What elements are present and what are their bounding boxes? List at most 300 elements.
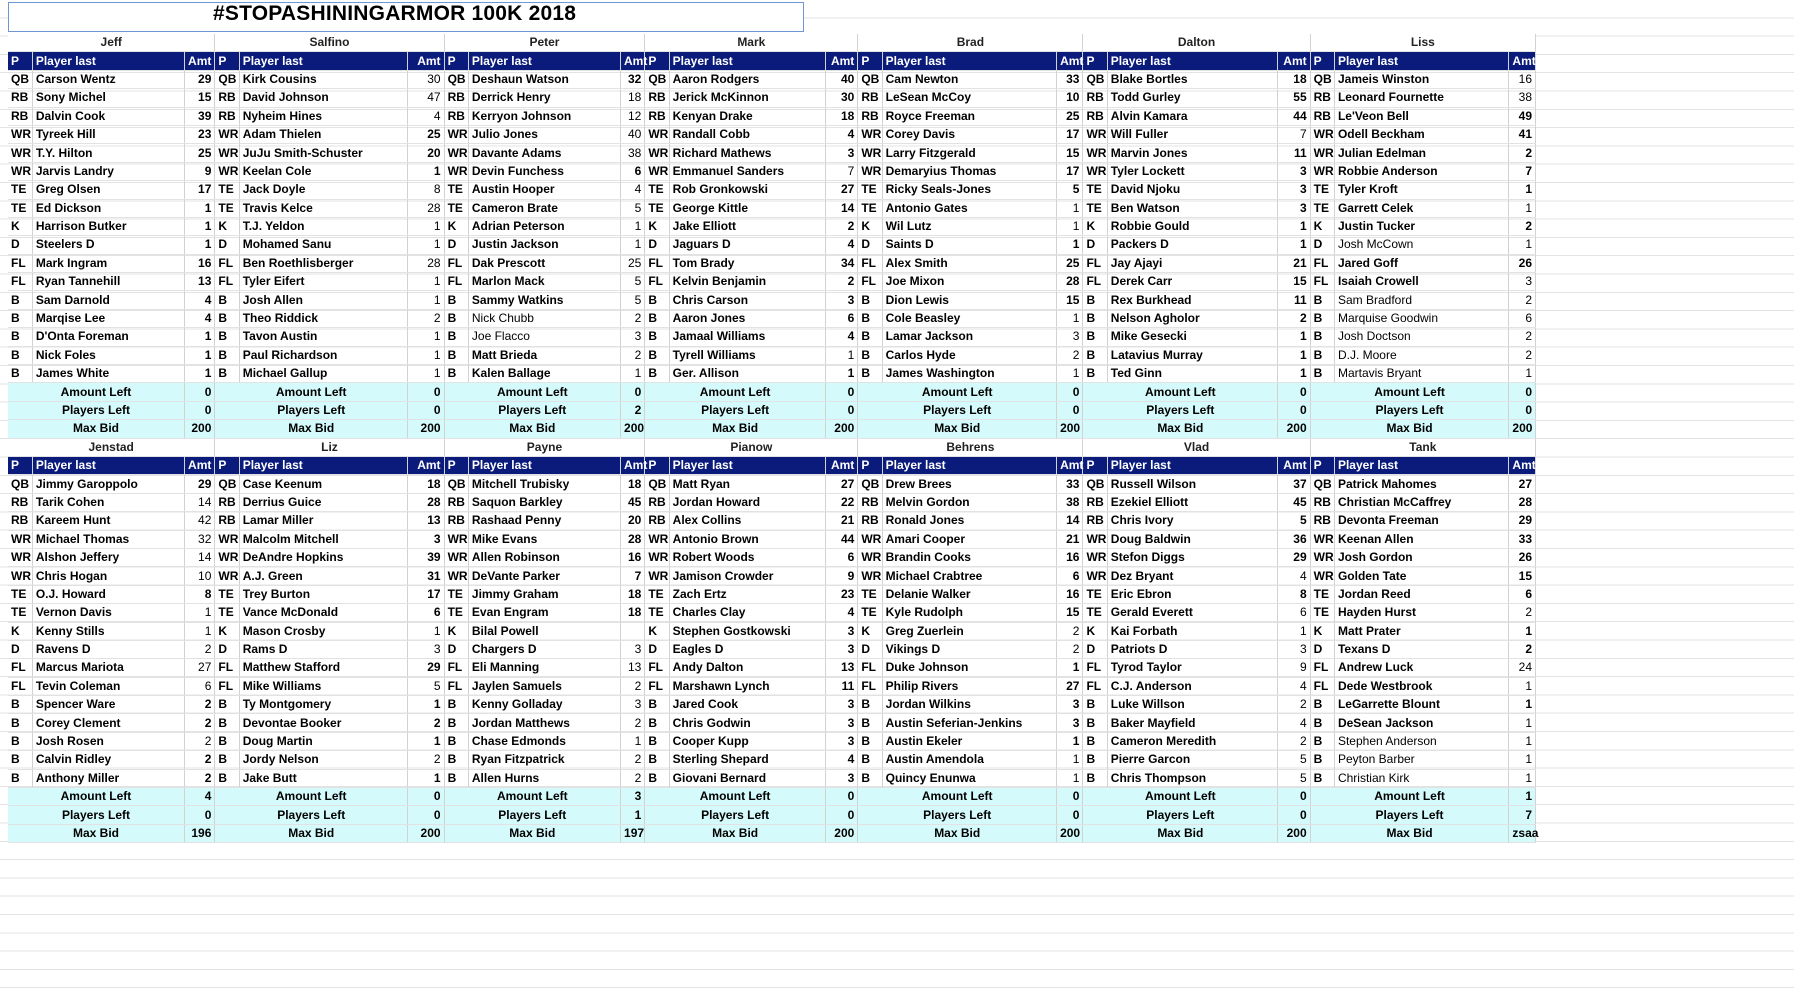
max-bid-value[interactable]: 197	[621, 824, 645, 842]
amount-cell[interactable]: 30	[408, 70, 445, 88]
position-cell[interactable]: B	[645, 732, 669, 750]
amount-cell[interactable]: 1	[408, 291, 445, 309]
amount-cell[interactable]: 29	[1278, 548, 1310, 566]
position-cell[interactable]: TE	[645, 181, 669, 199]
amount-cell[interactable]: 32	[621, 70, 645, 88]
position-cell[interactable]: RB	[8, 107, 32, 125]
position-cell[interactable]: B	[444, 714, 468, 732]
position-cell[interactable]: FL	[1083, 659, 1107, 677]
player-name-cell[interactable]: Keenan Allen	[1334, 530, 1508, 548]
position-cell[interactable]: WR	[645, 125, 669, 143]
player-name-cell[interactable]: Davante Adams	[468, 144, 620, 162]
amount-cell[interactable]: 1	[1057, 217, 1083, 235]
amount-cell[interactable]: 21	[825, 512, 857, 530]
player-name-cell[interactable]: Devonta Freeman	[1334, 512, 1508, 530]
player-name-cell[interactable]: Dak Prescott	[468, 254, 620, 272]
amount-cell[interactable]: 28	[1057, 273, 1083, 291]
player-name-cell[interactable]: Calvin Ridley	[32, 751, 184, 769]
player-name-cell[interactable]: Paul Richardson	[239, 346, 407, 364]
amount-left-value[interactable]: 0	[1057, 383, 1083, 401]
amount-cell[interactable]: 21	[1278, 254, 1310, 272]
position-cell[interactable]: WR	[1310, 144, 1334, 162]
amount-cell[interactable]: 2	[1057, 346, 1083, 364]
position-cell[interactable]: FL	[645, 677, 669, 695]
position-cell[interactable]: FL	[858, 677, 882, 695]
amount-cell[interactable]: 6	[1509, 309, 1536, 327]
amount-cell[interactable]: 14	[1057, 512, 1083, 530]
player-name-cell[interactable]: Kai Forbath	[1107, 622, 1277, 640]
amount-cell[interactable]: 47	[408, 89, 445, 107]
amount-cell[interactable]: 28	[621, 530, 645, 548]
amount-cell[interactable]: 1	[1278, 346, 1310, 364]
position-cell[interactable]: WR	[645, 162, 669, 180]
amount-cell[interactable]: 6	[825, 548, 857, 566]
position-cell[interactable]: TE	[1083, 181, 1107, 199]
amount-cell[interactable]: 16	[621, 548, 645, 566]
player-name-cell[interactable]: Brandin Cooks	[882, 548, 1056, 566]
player-name-cell[interactable]: Joe Flacco	[468, 328, 620, 346]
player-name-cell[interactable]: Devontae Booker	[239, 714, 407, 732]
amount-cell[interactable]: 25	[408, 125, 445, 143]
amount-cell[interactable]: 8	[184, 585, 214, 603]
team-owner-name[interactable]: Brad	[858, 34, 1083, 52]
player-name-cell[interactable]: Peyton Barber	[1334, 751, 1508, 769]
max-bid-value[interactable]: 200	[1057, 824, 1083, 842]
amount-cell[interactable]: 16	[1509, 70, 1536, 88]
header-player[interactable]: Player last	[32, 52, 184, 70]
amount-cell[interactable]: 1	[825, 365, 857, 383]
amount-cell[interactable]: 1	[184, 328, 214, 346]
players-left-label[interactable]: Players Left	[8, 806, 184, 824]
player-name-cell[interactable]: David Njoku	[1107, 181, 1277, 199]
header-position[interactable]: P	[215, 52, 239, 70]
position-cell[interactable]: RB	[215, 512, 239, 530]
position-cell[interactable]: RB	[858, 107, 882, 125]
position-cell[interactable]: RB	[1310, 512, 1334, 530]
header-position[interactable]: P	[645, 52, 669, 70]
amount-cell[interactable]: 38	[621, 144, 645, 162]
player-name-cell[interactable]: Golden Tate	[1334, 567, 1508, 585]
player-name-cell[interactable]: Kirk Cousins	[239, 70, 407, 88]
header-position[interactable]: P	[8, 52, 32, 70]
player-name-cell[interactable]: Josh Rosen	[32, 732, 184, 750]
amount-cell[interactable]: 2	[621, 751, 645, 769]
position-cell[interactable]: WR	[858, 144, 882, 162]
position-cell[interactable]: WR	[8, 567, 32, 585]
header-player[interactable]: Player last	[1107, 456, 1277, 474]
player-name-cell[interactable]: Pierre Garcon	[1107, 751, 1277, 769]
max-bid-value[interactable]: zsaa	[1509, 824, 1536, 842]
amount-cell[interactable]: 44	[1278, 107, 1310, 125]
player-name-cell[interactable]: Rob Gronkowski	[669, 181, 825, 199]
position-cell[interactable]: RB	[215, 107, 239, 125]
position-cell[interactable]: B	[645, 751, 669, 769]
player-name-cell[interactable]: Chris Hogan	[32, 567, 184, 585]
position-cell[interactable]: RB	[215, 89, 239, 107]
player-name-cell[interactable]: Le'Veon Bell	[1334, 107, 1508, 125]
amount-cell[interactable]: 1	[408, 696, 445, 714]
player-name-cell[interactable]: Sammy Watkins	[468, 291, 620, 309]
amount-left-label[interactable]: Amount Left	[1310, 383, 1509, 401]
amount-cell[interactable]: 2	[1509, 640, 1536, 658]
amount-cell[interactable]: 4	[184, 291, 214, 309]
amount-cell[interactable]: 3	[825, 640, 857, 658]
player-name-cell[interactable]: Demaryius Thomas	[882, 162, 1056, 180]
player-name-cell[interactable]: Zach Ertz	[669, 585, 825, 603]
position-cell[interactable]: K	[1310, 622, 1334, 640]
header-amount[interactable]: Amt	[825, 456, 857, 474]
position-cell[interactable]: WR	[8, 144, 32, 162]
player-name-cell[interactable]: Austin Amendola	[882, 751, 1056, 769]
amount-cell[interactable]: 1	[1278, 365, 1310, 383]
player-name-cell[interactable]: Dalvin Cook	[32, 107, 184, 125]
position-cell[interactable]: TE	[8, 604, 32, 622]
position-cell[interactable]: K	[444, 622, 468, 640]
amount-cell[interactable]: 1	[408, 365, 445, 383]
amount-cell[interactable]: 27	[1509, 475, 1536, 493]
amount-cell[interactable]: 1	[1509, 714, 1536, 732]
player-name-cell[interactable]: Jamison Crowder	[669, 567, 825, 585]
amount-cell[interactable]: 41	[1509, 125, 1536, 143]
player-name-cell[interactable]: Kelvin Benjamin	[669, 273, 825, 291]
player-name-cell[interactable]: Baker Mayfield	[1107, 714, 1277, 732]
player-name-cell[interactable]: Robbie Anderson	[1334, 162, 1508, 180]
amount-cell[interactable]: 2	[621, 309, 645, 327]
amount-left-value[interactable]: 0	[1509, 383, 1536, 401]
player-name-cell[interactable]: Marqise Lee	[32, 309, 184, 327]
position-cell[interactable]: WR	[645, 567, 669, 585]
player-name-cell[interactable]: Will Fuller	[1107, 125, 1277, 143]
position-cell[interactable]: B	[215, 769, 239, 787]
amount-cell[interactable]: 4	[825, 125, 857, 143]
player-name-cell[interactable]: Jordan Howard	[669, 493, 825, 511]
players-left-label[interactable]: Players Left	[645, 401, 826, 419]
position-cell[interactable]: WR	[858, 530, 882, 548]
amount-cell[interactable]: 9	[825, 567, 857, 585]
amount-cell[interactable]: 1	[1057, 732, 1083, 750]
position-cell[interactable]: B	[1083, 365, 1107, 383]
position-cell[interactable]: D	[1083, 640, 1107, 658]
header-amount[interactable]: Amt	[1057, 52, 1083, 70]
position-cell[interactable]: B	[1083, 769, 1107, 787]
player-name-cell[interactable]: Alshon Jeffery	[32, 548, 184, 566]
players-left-value[interactable]: 0	[825, 401, 857, 419]
position-cell[interactable]: TE	[444, 181, 468, 199]
position-cell[interactable]: TE	[858, 199, 882, 217]
amount-cell[interactable]: 20	[408, 144, 445, 162]
player-name-cell[interactable]: Bilal Powell	[468, 622, 620, 640]
amount-cell[interactable]: 23	[184, 125, 214, 143]
player-name-cell[interactable]: Patrick Mahomes	[1334, 475, 1508, 493]
amount-cell[interactable]: 15	[184, 89, 214, 107]
player-name-cell[interactable]: Nick Chubb	[468, 309, 620, 327]
player-name-cell[interactable]: Kenyan Drake	[669, 107, 825, 125]
position-cell[interactable]: QB	[444, 475, 468, 493]
position-cell[interactable]: B	[444, 346, 468, 364]
position-cell[interactable]: B	[1310, 696, 1334, 714]
position-cell[interactable]: WR	[1083, 162, 1107, 180]
player-name-cell[interactable]: Justin Jackson	[468, 236, 620, 254]
amount-cell[interactable]: 36	[1278, 530, 1310, 548]
player-name-cell[interactable]: Delanie Walker	[882, 585, 1056, 603]
amount-cell[interactable]: 23	[825, 585, 857, 603]
player-name-cell[interactable]: Christian McCaffrey	[1334, 493, 1508, 511]
player-name-cell[interactable]: Ezekiel Elliott	[1107, 493, 1277, 511]
amount-cell[interactable]: 31	[408, 567, 445, 585]
player-name-cell[interactable]: Ravens D	[32, 640, 184, 658]
amount-cell[interactable]: 1	[408, 328, 445, 346]
amount-cell[interactable]: 3	[408, 640, 445, 658]
amount-cell[interactable]: 39	[408, 548, 445, 566]
amount-cell[interactable]: 5	[1278, 769, 1310, 787]
player-name-cell[interactable]: Martavis Bryant	[1334, 365, 1508, 383]
amount-cell[interactable]: 1	[184, 236, 214, 254]
amount-cell[interactable]: 38	[1057, 493, 1083, 511]
player-name-cell[interactable]: Dion Lewis	[882, 291, 1056, 309]
amount-left-value[interactable]: 3	[621, 788, 645, 806]
header-position[interactable]: P	[858, 456, 882, 474]
position-cell[interactable]: B	[215, 365, 239, 383]
team-owner-name[interactable]: Behrens	[858, 438, 1083, 456]
team-owner-name[interactable]: Dalton	[1083, 34, 1310, 52]
amount-cell[interactable]: 5	[408, 677, 445, 695]
amount-cell[interactable]: 2	[1057, 622, 1083, 640]
header-player[interactable]: Player last	[669, 456, 825, 474]
team-owner-name[interactable]: Tank	[1310, 438, 1535, 456]
player-name-cell[interactable]: Jaylen Samuels	[468, 677, 620, 695]
position-cell[interactable]: B	[8, 714, 32, 732]
player-name-cell[interactable]: Russell Wilson	[1107, 475, 1277, 493]
player-name-cell[interactable]: Doug Baldwin	[1107, 530, 1277, 548]
players-left-label[interactable]: Players Left	[1083, 401, 1278, 419]
player-name-cell[interactable]: Jordan Wilkins	[882, 696, 1056, 714]
player-name-cell[interactable]: Kalen Ballage	[468, 365, 620, 383]
player-name-cell[interactable]: Emmanuel Sanders	[669, 162, 825, 180]
amount-cell[interactable]: 13	[184, 273, 214, 291]
position-cell[interactable]: FL	[444, 677, 468, 695]
player-name-cell[interactable]: Corey Davis	[882, 125, 1056, 143]
position-cell[interactable]: B	[8, 328, 32, 346]
amount-cell[interactable]: 28	[1509, 493, 1536, 511]
player-name-cell[interactable]: Aaron Rodgers	[669, 70, 825, 88]
player-name-cell[interactable]: Rams D	[239, 640, 407, 658]
header-position[interactable]: P	[444, 456, 468, 474]
player-name-cell[interactable]: Jerick McKinnon	[669, 89, 825, 107]
player-name-cell[interactable]: Carson Wentz	[32, 70, 184, 88]
header-amount[interactable]: Amt	[621, 456, 645, 474]
player-name-cell[interactable]: Derek Carr	[1107, 273, 1277, 291]
position-cell[interactable]: K	[8, 622, 32, 640]
player-name-cell[interactable]: Gerald Everett	[1107, 604, 1277, 622]
amount-cell[interactable]: 1	[408, 622, 445, 640]
player-name-cell[interactable]: Tyler Eifert	[239, 273, 407, 291]
amount-cell[interactable]: 14	[184, 493, 214, 511]
header-position[interactable]: P	[8, 456, 32, 474]
amount-cell[interactable]: 1	[1057, 751, 1083, 769]
amount-cell[interactable]: 3	[621, 328, 645, 346]
player-name-cell[interactable]: Jaguars D	[669, 236, 825, 254]
position-cell[interactable]: K	[215, 217, 239, 235]
player-name-cell[interactable]: Antonio Brown	[669, 530, 825, 548]
position-cell[interactable]: B	[1083, 309, 1107, 327]
player-name-cell[interactable]: Matt Ryan	[669, 475, 825, 493]
max-bid-label[interactable]: Max Bid	[1083, 420, 1278, 438]
position-cell[interactable]: RB	[858, 512, 882, 530]
player-name-cell[interactable]: Eli Manning	[468, 659, 620, 677]
position-cell[interactable]: D	[858, 640, 882, 658]
player-name-cell[interactable]: Kenny Stills	[32, 622, 184, 640]
player-name-cell[interactable]: DeSean Jackson	[1334, 714, 1508, 732]
amount-left-label[interactable]: Amount Left	[1083, 788, 1278, 806]
amount-cell[interactable]: 27	[825, 181, 857, 199]
amount-cell[interactable]: 1	[408, 769, 445, 787]
players-left-label[interactable]: Players Left	[8, 401, 184, 419]
position-cell[interactable]: FL	[645, 659, 669, 677]
player-name-cell[interactable]: Cameron Meredith	[1107, 732, 1277, 750]
player-name-cell[interactable]: Larry Fitzgerald	[882, 144, 1056, 162]
position-cell[interactable]: TE	[8, 181, 32, 199]
position-cell[interactable]: RB	[1083, 107, 1107, 125]
position-cell[interactable]: WR	[645, 530, 669, 548]
players-left-value[interactable]: 0	[1057, 401, 1083, 419]
amount-left-value[interactable]: 0	[825, 383, 857, 401]
position-cell[interactable]: WR	[215, 144, 239, 162]
position-cell[interactable]: RB	[858, 89, 882, 107]
amount-left-value[interactable]: 0	[408, 383, 445, 401]
amount-cell[interactable]: 2	[1509, 144, 1536, 162]
position-cell[interactable]: B	[444, 769, 468, 787]
player-name-cell[interactable]: Allen Hurns	[468, 769, 620, 787]
amount-cell[interactable]: 1	[184, 217, 214, 235]
max-bid-value[interactable]: 196	[184, 824, 214, 842]
position-cell[interactable]: FL	[1310, 659, 1334, 677]
position-cell[interactable]: WR	[1310, 567, 1334, 585]
amount-cell[interactable]: 1	[1509, 365, 1536, 383]
player-name-cell[interactable]: LeGarrette Blount	[1334, 696, 1508, 714]
amount-cell[interactable]: 3	[1057, 696, 1083, 714]
amount-cell[interactable]: 18	[621, 89, 645, 107]
amount-cell[interactable]: 2	[184, 769, 214, 787]
player-name-cell[interactable]: Sterling Shepard	[669, 751, 825, 769]
position-cell[interactable]: B	[1083, 751, 1107, 769]
amount-cell[interactable]: 2	[408, 751, 445, 769]
position-cell[interactable]: WR	[215, 162, 239, 180]
player-name-cell[interactable]: Eagles D	[669, 640, 825, 658]
position-cell[interactable]: RB	[645, 493, 669, 511]
player-name-cell[interactable]: Eric Ebron	[1107, 585, 1277, 603]
position-cell[interactable]: FL	[215, 677, 239, 695]
position-cell[interactable]: B	[1083, 291, 1107, 309]
team-owner-name[interactable]: Payne	[444, 438, 645, 456]
amount-cell[interactable]: 55	[1278, 89, 1310, 107]
position-cell[interactable]: TE	[645, 604, 669, 622]
header-position[interactable]: P	[444, 52, 468, 70]
amount-cell[interactable]: 28	[408, 199, 445, 217]
player-name-cell[interactable]: Charles Clay	[669, 604, 825, 622]
position-cell[interactable]: FL	[215, 659, 239, 677]
player-name-cell[interactable]: Garrett Celek	[1334, 199, 1508, 217]
position-cell[interactable]: WR	[444, 125, 468, 143]
player-name-cell[interactable]: Doug Martin	[239, 732, 407, 750]
amount-cell[interactable]: 1	[184, 365, 214, 383]
position-cell[interactable]: B	[215, 346, 239, 364]
player-name-cell[interactable]: T.J. Yeldon	[239, 217, 407, 235]
amount-cell[interactable]: 4	[825, 751, 857, 769]
player-name-cell[interactable]: Tevin Coleman	[32, 677, 184, 695]
amount-cell[interactable]: 15	[1057, 144, 1083, 162]
player-name-cell[interactable]: James White	[32, 365, 184, 383]
player-name-cell[interactable]: Josh McCown	[1334, 236, 1508, 254]
header-player[interactable]: Player last	[1334, 52, 1508, 70]
amount-cell[interactable]: 5	[1278, 512, 1310, 530]
amount-cell[interactable]: 13	[408, 512, 445, 530]
position-cell[interactable]: FL	[1083, 677, 1107, 695]
player-name-cell[interactable]: Chris Ivory	[1107, 512, 1277, 530]
position-cell[interactable]: QB	[858, 475, 882, 493]
player-name-cell[interactable]: Mike Gesecki	[1107, 328, 1277, 346]
amount-cell[interactable]: 11	[1278, 144, 1310, 162]
position-cell[interactable]: WR	[858, 567, 882, 585]
position-cell[interactable]: WR	[444, 162, 468, 180]
player-name-cell[interactable]: D'Onta Foreman	[32, 328, 184, 346]
player-name-cell[interactable]: Stephen Gostkowski	[669, 622, 825, 640]
amount-cell[interactable]: 1	[408, 236, 445, 254]
amount-cell[interactable]: 5	[621, 199, 645, 217]
max-bid-label[interactable]: Max Bid	[8, 824, 184, 842]
amount-cell[interactable]: 3	[1278, 199, 1310, 217]
position-cell[interactable]: TE	[444, 604, 468, 622]
player-name-cell[interactable]: Rex Burkhead	[1107, 291, 1277, 309]
position-cell[interactable]: B	[444, 732, 468, 750]
position-cell[interactable]: FL	[444, 254, 468, 272]
position-cell[interactable]: B	[645, 769, 669, 787]
player-name-cell[interactable]: Dede Westbrook	[1334, 677, 1508, 695]
position-cell[interactable]: FL	[1083, 254, 1107, 272]
amount-cell[interactable]: 2	[1509, 291, 1536, 309]
amount-cell[interactable]: 6	[408, 604, 445, 622]
player-name-cell[interactable]: Julian Edelman	[1334, 144, 1508, 162]
position-cell[interactable]: WR	[1083, 125, 1107, 143]
position-cell[interactable]: WR	[8, 162, 32, 180]
amount-left-value[interactable]: 0	[184, 383, 214, 401]
player-name-cell[interactable]: Mitchell Trubisky	[468, 475, 620, 493]
amount-cell[interactable]: 1	[1278, 236, 1310, 254]
amount-cell[interactable]: 26	[1509, 548, 1536, 566]
position-cell[interactable]: D	[1310, 640, 1334, 658]
player-name-cell[interactable]: Wil Lutz	[882, 217, 1056, 235]
player-name-cell[interactable]: Jordan Reed	[1334, 585, 1508, 603]
player-name-cell[interactable]: Allen Robinson	[468, 548, 620, 566]
amount-cell[interactable]: 1	[184, 346, 214, 364]
players-left-value[interactable]: 7	[1509, 806, 1536, 824]
amount-left-label[interactable]: Amount Left	[645, 788, 826, 806]
position-cell[interactable]: TE	[215, 604, 239, 622]
player-name-cell[interactable]: Robbie Gould	[1107, 217, 1277, 235]
position-cell[interactable]: B	[215, 751, 239, 769]
player-name-cell[interactable]: Jared Goff	[1334, 254, 1508, 272]
header-amount[interactable]: Amt	[1278, 456, 1310, 474]
position-cell[interactable]: FL	[444, 273, 468, 291]
position-cell[interactable]: RB	[8, 89, 32, 107]
amount-cell[interactable]: 29	[184, 70, 214, 88]
amount-left-value[interactable]: 0	[621, 383, 645, 401]
player-name-cell[interactable]: Nyheim Hines	[239, 107, 407, 125]
team-owner-name[interactable]: Mark	[645, 34, 858, 52]
position-cell[interactable]: RB	[645, 512, 669, 530]
player-name-cell[interactable]: Drew Brees	[882, 475, 1056, 493]
position-cell[interactable]: TE	[1310, 604, 1334, 622]
position-cell[interactable]: QB	[8, 70, 32, 88]
